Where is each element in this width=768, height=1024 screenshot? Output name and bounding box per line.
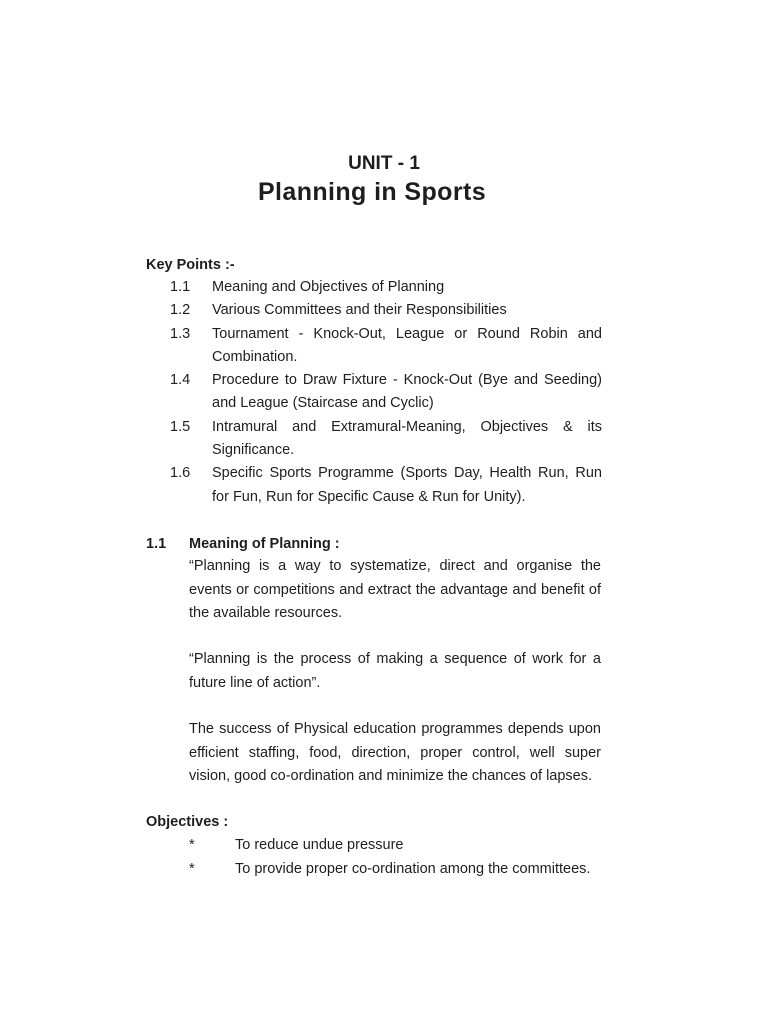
key-point-item [146,323,602,370]
key-point-item [146,462,602,509]
key-points-list [146,276,602,509]
key-point-number: 1.3 [170,325,191,342]
objective-item [189,858,609,882]
key-points-heading: Key Points :- [146,257,235,273]
key-point-text: Tournament - Knock-Out, League or Round Robin and Combination. [212,325,602,365]
key-point-text: Intramural and Extramural-Meaning, Objectives & its Significance. [212,418,602,459]
objective-item [189,834,609,858]
key-point-text: Meaning and Objectives of Planning [212,279,445,295]
objective-text: To reduce undue pressure [235,837,404,853]
key-point-item [146,369,602,416]
section-heading [146,534,340,554]
key-point-item [146,299,602,322]
key-point-number: 1.5 [170,418,191,435]
section-title: Meaning of Planning : [189,536,340,552]
paragraph: The success of Physical education programmes depends upon efficient staffing, food, direction, proper control, well super vision, good co-ordination and minimize the chances of lapses. [189,721,601,784]
page-title: Planning in Sports [257,178,487,206]
paragraph: “Planning is a way to systematize, direct and organise the events or competitions and extract the advantage and benefit of the available resources. [189,558,601,621]
section-number: 1.1 [146,536,167,552]
objective-text: To provide proper co-ordination among the committees. [235,860,591,877]
objectives-heading: Objectives : [146,814,229,830]
bullet-marker: * [189,860,195,877]
key-point-item [146,276,602,299]
key-point-number: 1.1 [170,279,191,295]
key-point-text: Specific Sports Programme (Sports Day, Health Run, Run for Fun, Run for Specific Cause & Run for Unity). [212,465,602,505]
bullet-marker: * [189,837,195,853]
objectives-list [189,834,609,881]
unit-label: UNIT - 1 [348,153,420,174]
key-point-item [146,416,602,463]
key-point-number: 1.2 [170,302,191,319]
key-point-text: Procedure to Draw Fixture - Knock-Out (Bye and Seeding) and League (Staircase and Cyclic) [212,372,602,412]
key-point-number: 1.4 [170,372,191,389]
key-point-number: 1.6 [170,465,191,482]
key-point-text: Various Committees and their Responsibilities [212,302,507,319]
paragraph: “Planning is the process of making a sequence of work for a future line of action”. [189,651,601,691]
